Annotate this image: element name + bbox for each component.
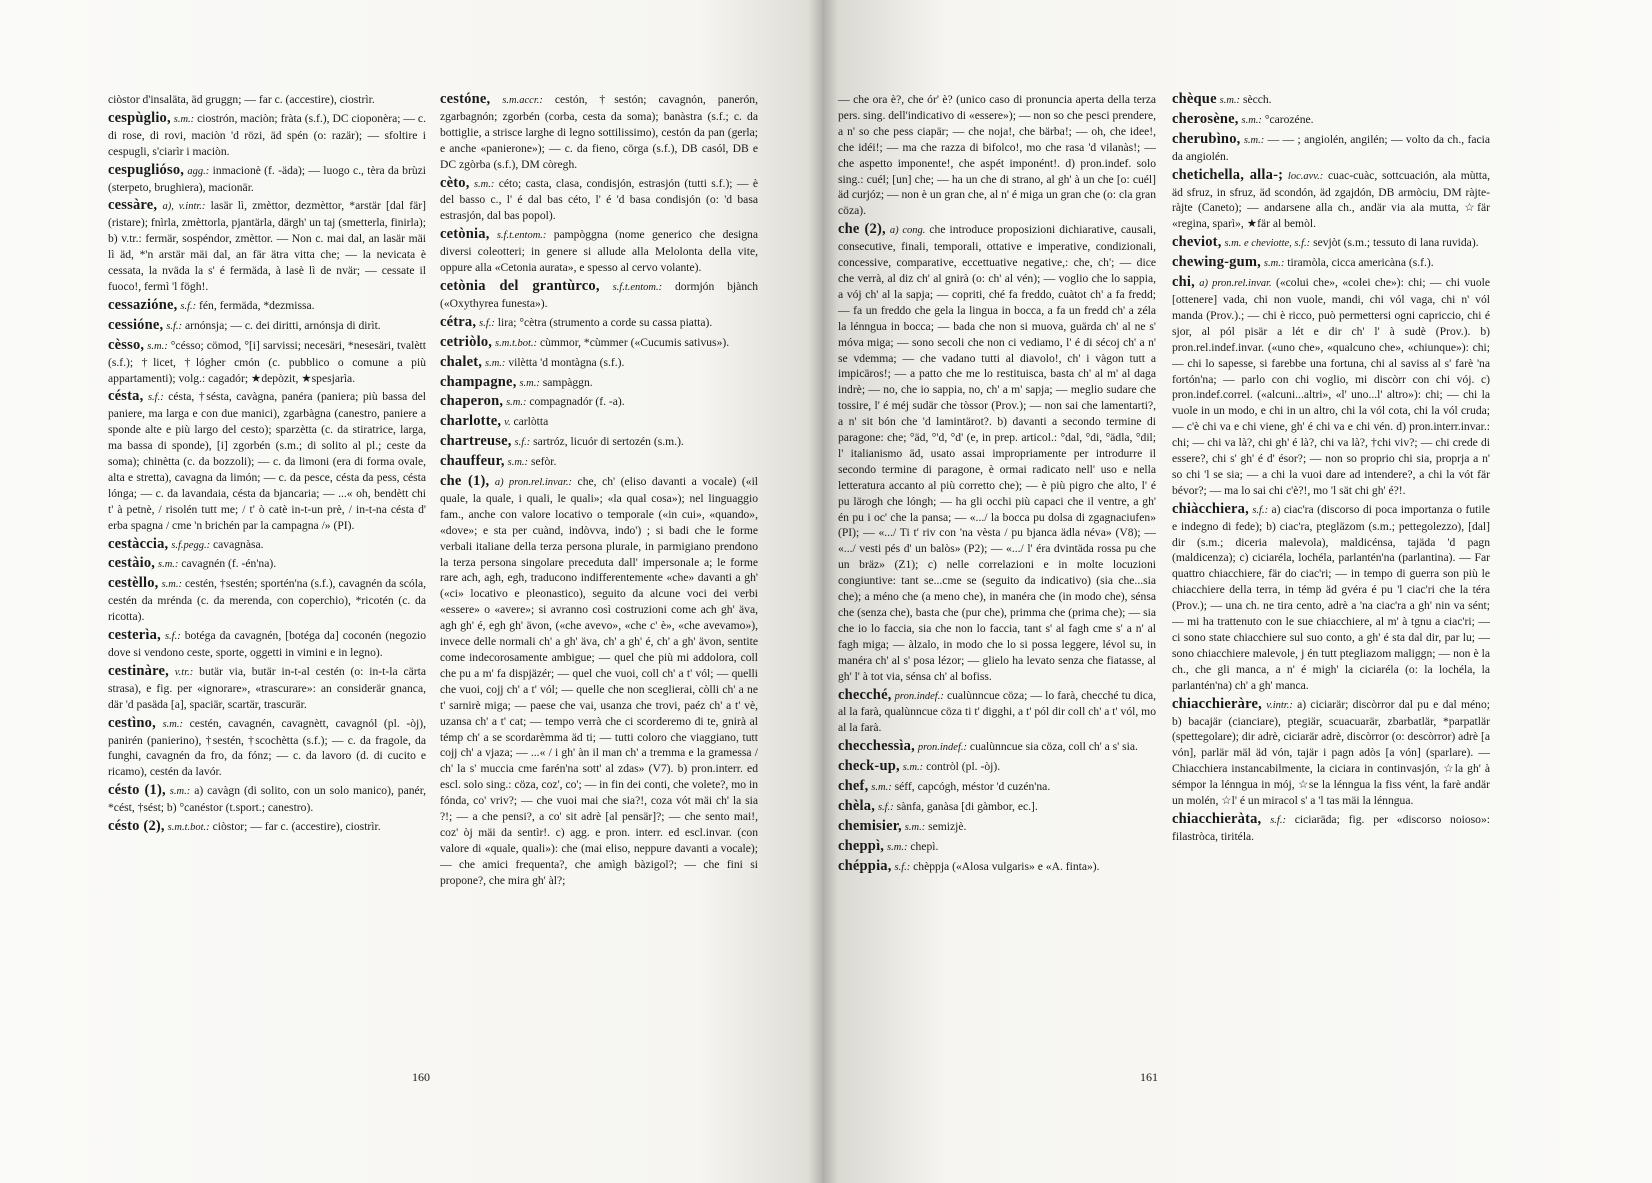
entry-definition: ciòstor; — far c. (accestire), ciostrìr.	[212, 820, 381, 834]
entry-grammar: s.f.t.entom.:	[612, 281, 663, 293]
entry-headword: césto (2),	[108, 818, 165, 835]
entry-definition: cavagnén (f. -én'na).	[181, 557, 277, 571]
entry-definition: botéga da cavagnén, [botéga da] coconén (negozio dove si vendono ceste, sporte, oggetti in vimini e in legno).	[108, 629, 426, 659]
entry-grammar: pron.indef.:	[894, 690, 944, 702]
entry-grammar: agg.:	[187, 165, 210, 177]
dictionary-entry	[1172, 168, 1490, 233]
dictionary-entry	[1172, 255, 1490, 272]
dictionary-entry	[838, 759, 1156, 776]
entry-grammar: s.f.:	[180, 300, 197, 312]
dictionary-entry	[108, 163, 426, 196]
entry-definition: sevjòt (s.m.; tessuto di lana ruvida).	[1313, 236, 1479, 250]
dictionary-entry	[108, 389, 426, 533]
entry-headword: chiàcchiera,	[1172, 500, 1249, 517]
entry-definition: contròl (pl. -òj).	[926, 760, 1001, 774]
entry-grammar: s.m.:	[169, 786, 191, 798]
entry-definition: a) cavàgn (di solito, con un solo manico), panér, *cést, †sést; b) °canéstor (t.sport.; canestro).	[108, 784, 426, 815]
entry-grammar: s.f.:	[164, 631, 181, 643]
entry-definition: cestén, †sestén; sportén'na (s.f.), cavagnén da scóla, cestén da mrénda (c. da merenda, con coperchio), *ricotén (c. da ricotta).	[108, 577, 426, 624]
entry-definition: carlòtta	[513, 415, 549, 429]
dictionary-entry	[838, 839, 1156, 856]
dictionary-entry	[108, 318, 426, 335]
entry-headword: cheviot,	[1172, 234, 1222, 251]
dictionary-entry	[108, 628, 426, 661]
dictionary-entry	[440, 474, 758, 889]
entry-grammar: v.intr.:	[1266, 699, 1293, 711]
dictionary-entry	[108, 783, 426, 816]
dictionary-entry	[1172, 132, 1490, 165]
entry-definition: fén, fermäda, *dezmissa.	[199, 298, 315, 312]
entry-grammar: s.m.:	[1243, 134, 1265, 146]
entry-headword: chartreuse,	[440, 433, 512, 450]
dictionary-entry	[108, 664, 426, 713]
right-page-column-1	[838, 92, 1156, 1052]
entry-grammar: s.m.:	[158, 559, 179, 571]
entry-definition: lasär lì, zmèttor, dezmèttor, *arstär [dal fär] (ristare); fnìrla, zmèttorla, pjantärla, därgh' un taj (smetterla, finirla); b) v.tr.: fermär, sospéndor, zmèttor. — Non c. mai dal, an lasär mäi lì äd, *'n arstär mäi dal, an fär ätra vitta che; — la nevicata è cessata, la nväda la s' é fermäda, à lasè lì de nvär; — cessate il fuoco!, fermì 'l fögh!.	[108, 199, 426, 293]
entry-definition: cestón, †sestón; cavagnón, panerón, zgarbagnón; zgorbén (corba, cesta da soma); banàstra (s.f.; c. da bottiglie, a strisce larghe di legno sottilissimo), cestón da pan (gerla; e anche «panierone»); — c. da fieno, cörga (s.f.), DB casól, DB e DC zgòrba (s.f.), DM còregh.	[440, 93, 758, 171]
entry-grammar: loc.avv.:	[1287, 170, 1324, 182]
entry-definition: — che ora è?, che ór' è? (unico caso di pronuncia aperta della terza pers. sing. dell'indicativo di «essere»); — non so che pesci prendere, a n' so che pess ciapär; — che noja!, che bärba!; — oh, che idee!, che idéi!; — ma che razza di bifolco!, mo che rasa 'd vilanàs!; — che aspetto imponente!, che aspét imponént!. d) pron.indef. solo sing.: cuél; [un] che; — ha un che di strano, al gh' à un che [o: cuél] äd curjóz; — non è un gran che, al n' é miga un gran che (o: cla gran cöza).	[838, 93, 1156, 218]
dictionary-entry	[1172, 92, 1490, 109]
entry-headword: cessàre,	[108, 197, 158, 214]
dictionary-entry	[108, 556, 426, 573]
entry-headword: césto (1),	[108, 782, 166, 799]
entry-grammar: s.f.:	[166, 320, 183, 332]
dictionary-entry	[1172, 502, 1490, 694]
page-number-right: 161	[1140, 1070, 1158, 1084]
entry-headword: chaperon,	[440, 393, 504, 410]
entry-definition: che introduce proposizioni dichiarative, causali, consecutive, finali, temporali, ottative e imperative, condizionali, concessive, comparative, eccettuative negative,: che, ch'; — dice che verrà, al diz ch' al gnirà (o: ch' al vén); — voglio che lo sappia, a vój ch' al la sapja; — copriti, ché fa freddo, cuàtot ch' a fa fredd; — fa un freddo che gela la lingua in bocca, a fa un fredd ch' a zéla la lénngua in bocca; — bada che non si muova, guärda ch' al ne s' móva miga; — sono secoli che non ci vediamo, l' é di sécoj ch' a n' se vdemma; — che vadano tutti al diavolo!, ch' i vàgon tutt a impicäros!; — a patto che me lo restituisca, basta ch' al m' al daga indrè; — no, che io sappia, no, ch' a m' sapja; — meglio sudare che tossire, l' é méj sudär che tòssor (Prov.); — non sai che lamentarti?, a n' sit bón che 'd lamintärot?. b) davanti a secondo termine di paragone: che; °äd, °'d, °d' (e, in prep. articol.: °dal, °di, °ädla, °dil; l' italianismo äd, usato assai impropriamente per introdurre il secondo termine di paragone, è ormai radicato nell' uso e nella letteratura accanto al più corretto che); — è più pigro che alto, l' é pu lärogh che lóngh; — ha gli occhi più capaci che il ventre, a gh' én pu i oc' che la pansa; — «.../ la bocca pu dolsa di zgagnaciufen» (PI); — «.../ Ti t' riv con 'na vèsta / pu bjanca ädla néva» (V8); — «.../ vesti pés d' un balòs» (P2); — «.../ l' éra dvintäda rossa pu che un bräz» (Z1); c) nelle correlazioni e in molte locuzioni congiuntive: tant se...cme se (seguito da indicativo) (sia che...sia che); a méno che (a meno che), in manéra che (in modo che), sénsa che (senza che), basta che (pur che), primma che (prima che); — sia che io lo faccia, sia che non lo faccia, tant s' al fagh cme s' a n' al fagh miga; — àlzalo, in modo che lo si possa leggere, lévol su, in manéra ch' al s' posa lézor; — glielo ha levato senza che fiatasse, al gh' l' à tot via, sénsa ch' al bofiss.	[838, 223, 1156, 683]
entry-grammar: s.f.:	[1270, 814, 1286, 826]
entry-definition: arnónsja; — c. dei diritti, arnónsja di dirìt.	[184, 318, 381, 332]
entry-headword: césta,	[108, 388, 144, 405]
entry-definition: sefòr.	[530, 455, 557, 469]
entry-definition: chèppja («Alosa vulgaris» e «A. finta»).	[913, 859, 1100, 873]
dictionary-entry	[1172, 235, 1490, 252]
dictionary-entry	[108, 537, 426, 554]
entry-grammar: pron.indef.:	[917, 742, 968, 754]
entry-definition: cuac-cuàc, sottcuación, ala mùtta, äd sfruz, in sfruz, äd scondón, äd zgajdón, DB armòciu, DM ràjte-ràjte (Caneto); — andarsene alla ch., andär via ala mutta, ☆fär «regina, sparì», ★fär al bemòl.	[1172, 168, 1490, 231]
entry-definition: dormjón bjànch («Oxythyrea funesta»).	[440, 279, 758, 310]
entry-headword: cétra,	[440, 313, 477, 330]
book-gutter	[808, 0, 838, 1183]
entry-headword: cestinàre,	[108, 662, 169, 679]
entry-definition: ciostrón, maciòn; fràta (s.f.), DC cioponèra; — c. di rose, di rovi, maciòn 'd rözi, äd spén (o: razär); — sfoltire i cespugli, s'ciarìr i maciòn.	[108, 111, 426, 158]
entry-grammar: s.f.:	[877, 801, 894, 813]
entry-headword: cestàio,	[108, 555, 156, 572]
entry-definition: — — ; angiolén, angilén; — volto da ch., facia da angiolén.	[1172, 132, 1490, 163]
entry-grammar: s.m. e cheviotte, s.f.:	[1224, 238, 1311, 250]
entry-grammar: s.f.t.entom.:	[496, 230, 547, 242]
entry-definition: cualùnncue sia cöza, coll ch' a s' sia.	[969, 740, 1138, 754]
entry-grammar: s.m.:	[147, 340, 168, 352]
entry-definition: césta, †sésta, cavàgna, panéra (paniera; più bassa del paniere, ma larga e con due manici), zgarbàgna (canestro, paniere a sponde alte e più largo del cesto); sparzètta (c. da stiratrice, larga, ma bassa di sponde), [i] zgorbén (s.m.; di solito al pl.; ceste da soma); chinètta (c. da bozzoli); — c. da limoni (era di forma ovale, alta e stretta), cavagna da limón; — c. da pesce, césta da pess, césta lónga; — c. da lavandaia, césta da bjancaria; — ...« oh, bendètt chi t' à petnè, / risolén tutt me; / t' ò catè in-t-un prè, / in-t-na césta d' erba spagna / cme 'n brichén par la campagna /» (PI).	[108, 390, 426, 532]
dictionary-entry	[108, 298, 426, 315]
dictionary-entry	[108, 338, 426, 387]
dictionary-entry	[440, 227, 758, 276]
dictionary-entry	[108, 819, 426, 836]
entry-grammar: s.m.:	[902, 762, 924, 774]
dictionary-entry	[440, 375, 758, 392]
entry-headword: chauffeur,	[440, 453, 505, 470]
dictionary-entry	[1172, 812, 1490, 845]
entry-headword: cheppì,	[838, 837, 885, 854]
entry-headword: cessióne,	[108, 316, 164, 333]
dictionary-entry	[108, 111, 426, 160]
entry-headword: chef,	[838, 778, 869, 795]
page-number-left: 160	[412, 1070, 430, 1084]
entry-grammar: s.f.:	[894, 861, 911, 873]
dictionary-entry	[1172, 112, 1490, 129]
entry-headword: chewing-gum,	[1172, 254, 1261, 271]
dictionary-entry	[440, 434, 758, 451]
entry-grammar: s.m.:	[162, 718, 183, 730]
entry-definition: butär via, butär in-t-al cestén (o: in-t-la cärta strasa), e fig. per «ignorare», «trascurare»: an considerär gnanca, där 'd pasäda [a], spaciär, scartär, trascurär.	[108, 664, 426, 711]
entry-headword: checché,	[838, 686, 892, 703]
entry-grammar: a) cong.	[889, 225, 926, 237]
dictionary-entry	[440, 279, 758, 312]
entry-grammar: s.m.:	[506, 397, 527, 409]
dictionary-entry	[1172, 275, 1490, 499]
entry-definition: ciòstor d'insaläta, äd gruggn; — far c. (accestire), ciostrìr.	[108, 93, 375, 106]
entry-headword: cetriòlo,	[440, 333, 493, 350]
entry-definition: cualùnncue cöza; — lo farà, checché tu dica, al la farà, qualùnncue cöza ti t' digghi, a t' pól dir coll ch' a t' vól, mo al la farà.	[838, 688, 1156, 735]
entry-definition: sartróz, licuór di sertozén (s.m.).	[533, 435, 684, 449]
dictionary-entry	[838, 779, 1156, 796]
dictionary-entry	[440, 335, 758, 352]
entry-headword: chèque	[1172, 92, 1217, 107]
entry-grammar: s.m.:	[161, 579, 182, 591]
entry-definition: pampòggna (nome generico che designa diversi coleotteri; in genere si allude alla Melolonta della vite, oppure alla «Cetonia aurata», e spesso al cervo volante).	[440, 228, 758, 275]
dictionary-entry	[838, 92, 1156, 219]
entry-headword: cessazióne,	[108, 296, 178, 313]
entry-grammar: s.m.:	[1219, 95, 1241, 106]
entry-definition: tiramòla, cicca americàna (s.f.).	[1287, 256, 1434, 270]
entry-headword: chéppia,	[838, 857, 892, 874]
entry-grammar: s.m.t.bot.:	[495, 337, 538, 349]
entry-headword: checchessìa,	[838, 738, 915, 755]
entry-definition: sampàggn.	[542, 375, 593, 389]
entry-headword: chèla,	[838, 797, 876, 814]
entry-definition: vilètta 'd montàgna (s.f.).	[508, 355, 625, 369]
entry-grammar: s.f.:	[1252, 504, 1269, 516]
entry-headword: check-up,	[838, 758, 900, 775]
entry-grammar: s.m.:	[173, 113, 195, 125]
dictionary-entry	[440, 414, 758, 431]
entry-definition: a) ciciarär; discòrror dal pu e dal méno; b) bacajär (cianciare), ptegiär, scuacuarär, zbarbatlär, *parpatlär (spettegolare); dir adrè, ciciarär adrè, discòrror (o: descòrror) adrè [a vón], parlär mäl äd vón, tajär i pagn adòs [a vón] (sparlare). — Chiacchiera instancabilmente, la ciciara in continvasjón, ☆la gh' à sémpor la lénngua in mój, ☆se la lénngua la fiss vént, la farè andär un molén, ☆l' é un miracol s' a 'l tas mäi la lénngua.	[1172, 697, 1490, 808]
dictionary-entry	[108, 198, 426, 294]
entry-headword: cespuglióso,	[108, 161, 185, 178]
dictionary-entry	[1172, 697, 1490, 809]
entry-definition: cestén, cavagnén, cavagnètt, cavagnól (pl. -òj), panirén (panierino), †sestén, †scochètta (s.f.); — c. da fragole, da funghi, cavagnén da fro, da fónz; — c. da lavoro (d. di cucito e ricamo), cestén da lavór.	[108, 716, 426, 779]
dictionary-entry	[838, 739, 1156, 756]
entry-headword: cetònia del grantùrco,	[440, 277, 600, 294]
entry-grammar: a) pron.rel.invar.:	[494, 477, 572, 489]
entry-headword: cesterìa,	[108, 627, 161, 644]
dictionary-entry	[108, 92, 426, 108]
entry-grammar: s.m.:	[904, 821, 926, 833]
dictionary-entry	[108, 576, 426, 625]
entry-definition: cavagnàsa.	[212, 537, 264, 551]
entry-headword: cèsso,	[108, 336, 145, 353]
entry-headword: cherosène,	[1172, 110, 1239, 127]
entry-grammar: s.m.:	[871, 782, 892, 794]
dictionary-entry	[440, 92, 758, 173]
entry-grammar: s.m.:	[519, 377, 540, 389]
entry-grammar: s.m.:	[887, 841, 908, 853]
dictionary-entry	[838, 859, 1156, 876]
entry-definition: inmacionè (f. -äda); — luogo c., tèra da brùzi (sterpeto, brughiera), macionär.	[108, 163, 426, 194]
dictionary-entry	[838, 688, 1156, 737]
entry-definition: °carozéne.	[1264, 112, 1314, 126]
entry-definition: a) ciac'ra (discorso di poca importanza o futile e indegno di fede); b) ciac'ra, ptegläzom (s.m.; pettegolezzo), [dal] dir (s.m.; diceria malevola), maldicénsa, tajäda 'd pagn (maldicenza); c) ciciaréla, lochéla, parlantén'na (parlantina). — Far quattro chiacchiere, fär do ciac'ri; — in tempo di guerra son più le chiacchiere della terra, in témp äd gvéra é pu 'l ciac'ri che la téra (Prov.); — una ch. ne tira cento, adrè a 'na ciac'ra a gh' nin va sént; — mi ha trattenuto con le sue chiacchiere, al m' à tgnu a ciac'ri; — ci sono state chiacchiere sul suo conto, a gh' é sta dal dir, par lu; — sono chiacchiere malevole, j én tutt ptegliazom maliggn; — non è la ch., che gli manca, a n' é migh' la ciciaréla (o: la lochéla, la parlantén'na) ch' a gh' manca.	[1172, 502, 1490, 692]
entry-grammar: s.m.:	[1241, 114, 1262, 126]
entry-definition: sècch.	[1242, 93, 1272, 106]
entry-headword: chetichella, alla-;	[1172, 166, 1284, 183]
entry-headword: chalet,	[440, 353, 483, 370]
entry-headword: chiacchieràta,	[1172, 810, 1262, 827]
dictionary-entry	[440, 176, 758, 225]
entry-grammar: a), v.intr.:	[162, 201, 206, 213]
entry-grammar: s.f.:	[514, 437, 531, 449]
entry-headword: charlotte,	[440, 413, 502, 430]
entry-headword: cèto,	[440, 174, 470, 191]
entry-headword: cestàccia,	[108, 535, 169, 552]
right-page-column-2	[1172, 92, 1490, 1052]
dictionary-entry	[440, 315, 758, 332]
entry-headword: cespùglio,	[108, 109, 171, 126]
entry-definition: compagnadór (f. -a).	[529, 395, 625, 409]
dictionary-entry	[440, 355, 758, 372]
entry-definition: °césso; cömod, °[i] sarvissi; necesäri, *nesesäri, tvalètt (s.f.); †licet, †lógher cmón (c. pubblico o comune a più appartamenti); volg.: cagadór; ★depòzit, ★spesjarìa.	[108, 338, 426, 385]
entry-grammar: s.m.:	[473, 178, 495, 190]
dictionary-entry	[838, 222, 1156, 684]
entry-definition: che, ch' (eliso davanti a vocale) («il quale, la quale, i quali, le quali»; «la qual cosa»); nel linguaggio fam., anche con valore locativo o temporale («in cui», «quando», «dove»; e sta per cuànd, indòvva, indo') ; si badi che le forme verbali italiane della terza persona plurale, in parmigiano prendono la terza persona singolare preceduta dall' impersonale a; le forme rare ach, agh, egh, traducono indifferentemente «che» davanti a gh' («ci» locativo e pleonastico), seguito da alcune voci dei verbi «essere» o «avere»; si avranno così costruzioni come ach gh' äva, agh gh' é, egh gh' ävon, («che avevo», «che c' è», «che avevamo»), invece delle normali ch' a gh' äva, ch' a gh' é, ch' a gh' ävon, sentite come indecorosamente ambigue; — quel che più mi addolora, coll che pu a m' fa dispjäzér; — quel che vuoi, coll ch' a t' vól; — quelli che vuoi, cojj ch' a t' vól; — quelle che non sceglierai, còlli ch' a ne t' sarnirè miga; — paese che vai, usanza che trovi, paéz ch' a t' vè, uzansa ch' a t' cat; — tempo verrà che ci scorderemo di te, gnirà al témp ch' a se scordarèmma äd ti; — tutti coloro che viaggiano, tutt cojj ch' a vjaza; — ...« / i gh' àn il man ch' a tremma e la gramessa / ch' la s' muccia cme farén'na sott' al zdas» (V7). b) pron.interr. ed escl. solo sing.: cöza, coz', co'; — in fin dei conti, che volete?, mo in fónda, co' vriv?; — che vuoi mai che sia?!, coza vót mäi ch' la sia ?!; — a che pensi?, a co' sit adrè [al pensär]?; — che sento mai!, coz' òj mäi da sentìr!. c) agg. e pron. interr. ed escl.invar. (con valore di «quale, quali»): che (mai eliso, neppure davanti a vocale); — che amici frequenta?, che amìgh bàzigol?; — che fini si propone?, che mira gh' àl?;	[440, 475, 758, 887]
entry-definition: cùmmor, *cùmmer («Cucumis sativus»).	[539, 335, 730, 349]
entry-grammar: s.f.pegg.:	[171, 539, 211, 551]
entry-headword: che (2),	[838, 221, 886, 238]
entry-grammar: s.f.:	[479, 317, 495, 329]
entry-headword: cestóne,	[440, 92, 491, 107]
dictionary-entry	[838, 819, 1156, 836]
entry-headword: cetònia,	[440, 226, 490, 243]
entry-grammar: v.	[504, 417, 511, 429]
entry-grammar: s.m.accr.:	[502, 95, 543, 106]
entry-headword: cherubìno,	[1172, 130, 1241, 147]
entry-definition: semizjè.	[928, 819, 967, 833]
entry-headword: chi,	[1172, 274, 1195, 291]
entry-definition: ciciaräda; fig. per «discorso noioso»: filastròca, tiritéla.	[1172, 812, 1490, 843]
dictionary-entry	[440, 394, 758, 411]
entry-headword: cestèllo,	[108, 575, 159, 592]
entry-headword: cestìno,	[108, 714, 156, 731]
entry-grammar: s.m.:	[507, 457, 529, 469]
dictionary-entry	[838, 799, 1156, 816]
entry-grammar: s.m.:	[1263, 258, 1285, 270]
entry-grammar: v.tr.:	[174, 666, 194, 678]
entry-definition: lira; °cètra (strumento a corde su cassa piatta).	[497, 315, 713, 329]
entry-definition: séff, capcógh, méstor 'd cuzén'na.	[894, 780, 1051, 794]
entry-headword: che (1),	[440, 473, 490, 490]
entry-grammar: s.m.t.bot.:	[167, 822, 210, 834]
left-page-column-1	[108, 92, 426, 1052]
dictionary-entry	[440, 454, 758, 471]
dictionary-entry	[108, 716, 426, 781]
entry-definition: («colui che», «colei che»): chi; — chi vuole [ottenere] vada, chi non vuole, mandi, chi vól vaga, chi n' vól manda (Prov.).; — chi è ricco, può permettersi ogni capriccio, chi é sjor, al pól pisär a lét e dir ch' l' à sudè (Prov.). b) pron.rel.indef.invar. («uno che», «qualcuno che», «chiunque»): chi; — chi lo sapesse, si farebbe una fortuna, chi al saviss al s' farè 'na fortón'na; — parlo con chi voglio, mi discòrr con chi vój. c) pron.indef.correl. («alcuni...altri», «l' uno...l' altro»): chi; — chi la vuole in un modo, e chi in un altro, chi la vól cota, chi la vól cruda; — c'è chi va e chi viene, gh' é chi va e chi vén. d) pron.interr.invar.: chi; — chi va là?, chi gh' é là?, chi va là?, †chi viv?; — chi crede di essere?, chi s' gh' é d' ésor?; — non so proprio chi sia, proprja a n' so chi 'l se sia; — a chi la vuoi dare ad intendere?, a chi la vót fär bévor?; — ma lo sai chi c'è?!, mo 'l sät chi gh' é?!.	[1172, 276, 1490, 497]
entry-definition: céto; casta, clasa, condisjón, estrasjón (tutti s.f.); — è del basso c., l' é dal bas céto, l' é 'd basa condisjón (o: 'd basa estrasjón, dal bas popol).	[440, 176, 758, 223]
entry-grammar: s.f.:	[147, 392, 164, 404]
entry-headword: champagne,	[440, 373, 517, 390]
entry-grammar: a) pron.rel.invar.	[1199, 278, 1272, 290]
entry-grammar: s.m.:	[484, 357, 506, 369]
entry-definition: chepì.	[910, 839, 939, 853]
left-page-column-2	[440, 92, 758, 1052]
entry-headword: chiacchieràre,	[1172, 695, 1262, 712]
entry-headword: chemisier,	[838, 817, 902, 834]
entry-definition: sànfa, ganàsa [di gàmbor, ec.].	[896, 799, 1038, 813]
